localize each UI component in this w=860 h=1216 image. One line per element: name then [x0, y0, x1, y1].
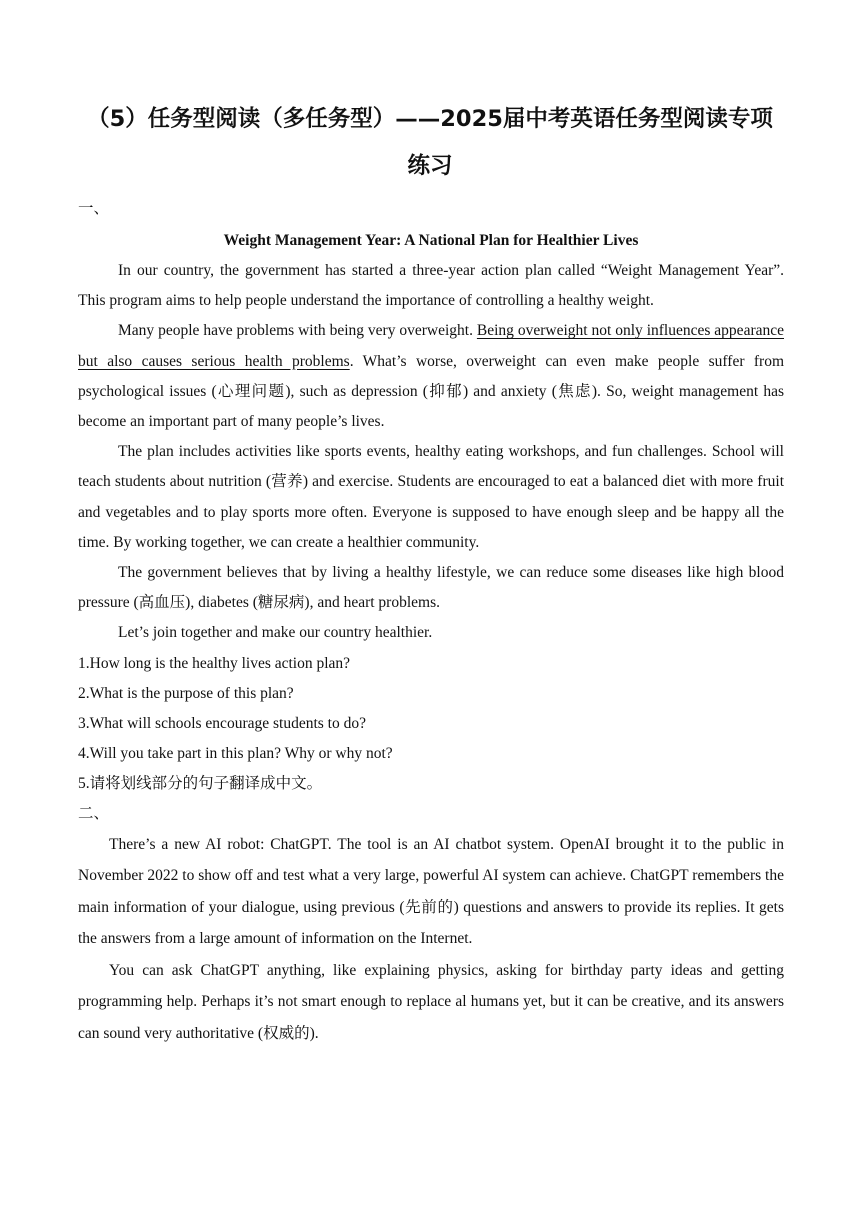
question-2: 2.What is the purpose of this plan?	[78, 684, 294, 702]
paragraph-2-rest: . What’s worse, overweight can even make people suffer from psychological issues (心理问题), such as depression (抑郁) and anxiety (焦虑). So, weight management has become an important part of many people’s lives.	[78, 352, 785, 431]
question-4: 4.Will you take part in this plan? Why or why not?	[78, 744, 393, 762]
paragraph-2-lead: Many people have problems with being very overweight.	[118, 322, 477, 340]
passage-1-paragraph-4: The government believes that by living a healthy lifestyle, we can reduce some diseases like high blood pressure (高血压), diabetes (糖尿病), and heart problems.	[78, 564, 784, 612]
question-3: 3.What will schools encourage students to do?	[78, 714, 366, 732]
page-title	[60, 96, 800, 190]
question-5: 5.请将划线部分的句子翻译成中文。	[78, 774, 323, 792]
section-2-label: 二、	[78, 804, 110, 822]
passage-1-paragraph-1: In our country, the government has started a three-year action plan called “Weight Management Year”. This program aims to help people understand the importance of controlling a healthy weight.	[78, 262, 784, 310]
passage-2-paragraph-1: There’s a new AI robot: ChatGPT. The tool is an AI chatbot system. OpenAI brought it to the public in November 2022 to show off and test what a very large, powerful AI system can achieve. ChatGPT remembers the main information of your dialogue, using previous (先前的) questions and answers to provide its replies. It gets the answers from a large amount of information on the Internet.	[78, 835, 784, 948]
question-1: 1.How long is the healthy lives action plan?	[78, 654, 351, 672]
title-line-2: 练习	[407, 153, 453, 179]
passage-2-paragraph-2: You can ask ChatGPT anything, like explaining physics, asking for birthday party ideas and getting programming help. Perhaps it’s not smart enough to replace al humans yet, but it can be creative, and its answers can sound very authoritative (权威的).	[78, 961, 784, 1042]
passage-1-paragraph-3: The plan includes activities like sports events, healthy eating workshops, and fun challenges. School will teach students about nutrition (营养) and exercise. Students are encouraged to eat a balanced diet with more fruit and vegetables and to play sports more often. Everyone is supposed to have enough sleep and be happy all the time. By working together, we can create a healthier community.	[78, 443, 784, 551]
section-1-label: 一、	[78, 200, 110, 217]
passage-1-paragraph-2	[78, 316, 784, 437]
passage-1-heading: Weight Management Year: A National Plan for Healthier Lives	[223, 232, 639, 249]
title-line-1: （5）任务型阅读（多任务型）——2025届中考英语任务型阅读专项	[87, 106, 773, 132]
document-body	[78, 194, 784, 1049]
underlined-sentence: Being overweight not only influences appearance but also causes serious health problems	[78, 322, 784, 370]
passage-1-paragraph-5: Let’s join together and make our country healthier.	[118, 624, 433, 642]
